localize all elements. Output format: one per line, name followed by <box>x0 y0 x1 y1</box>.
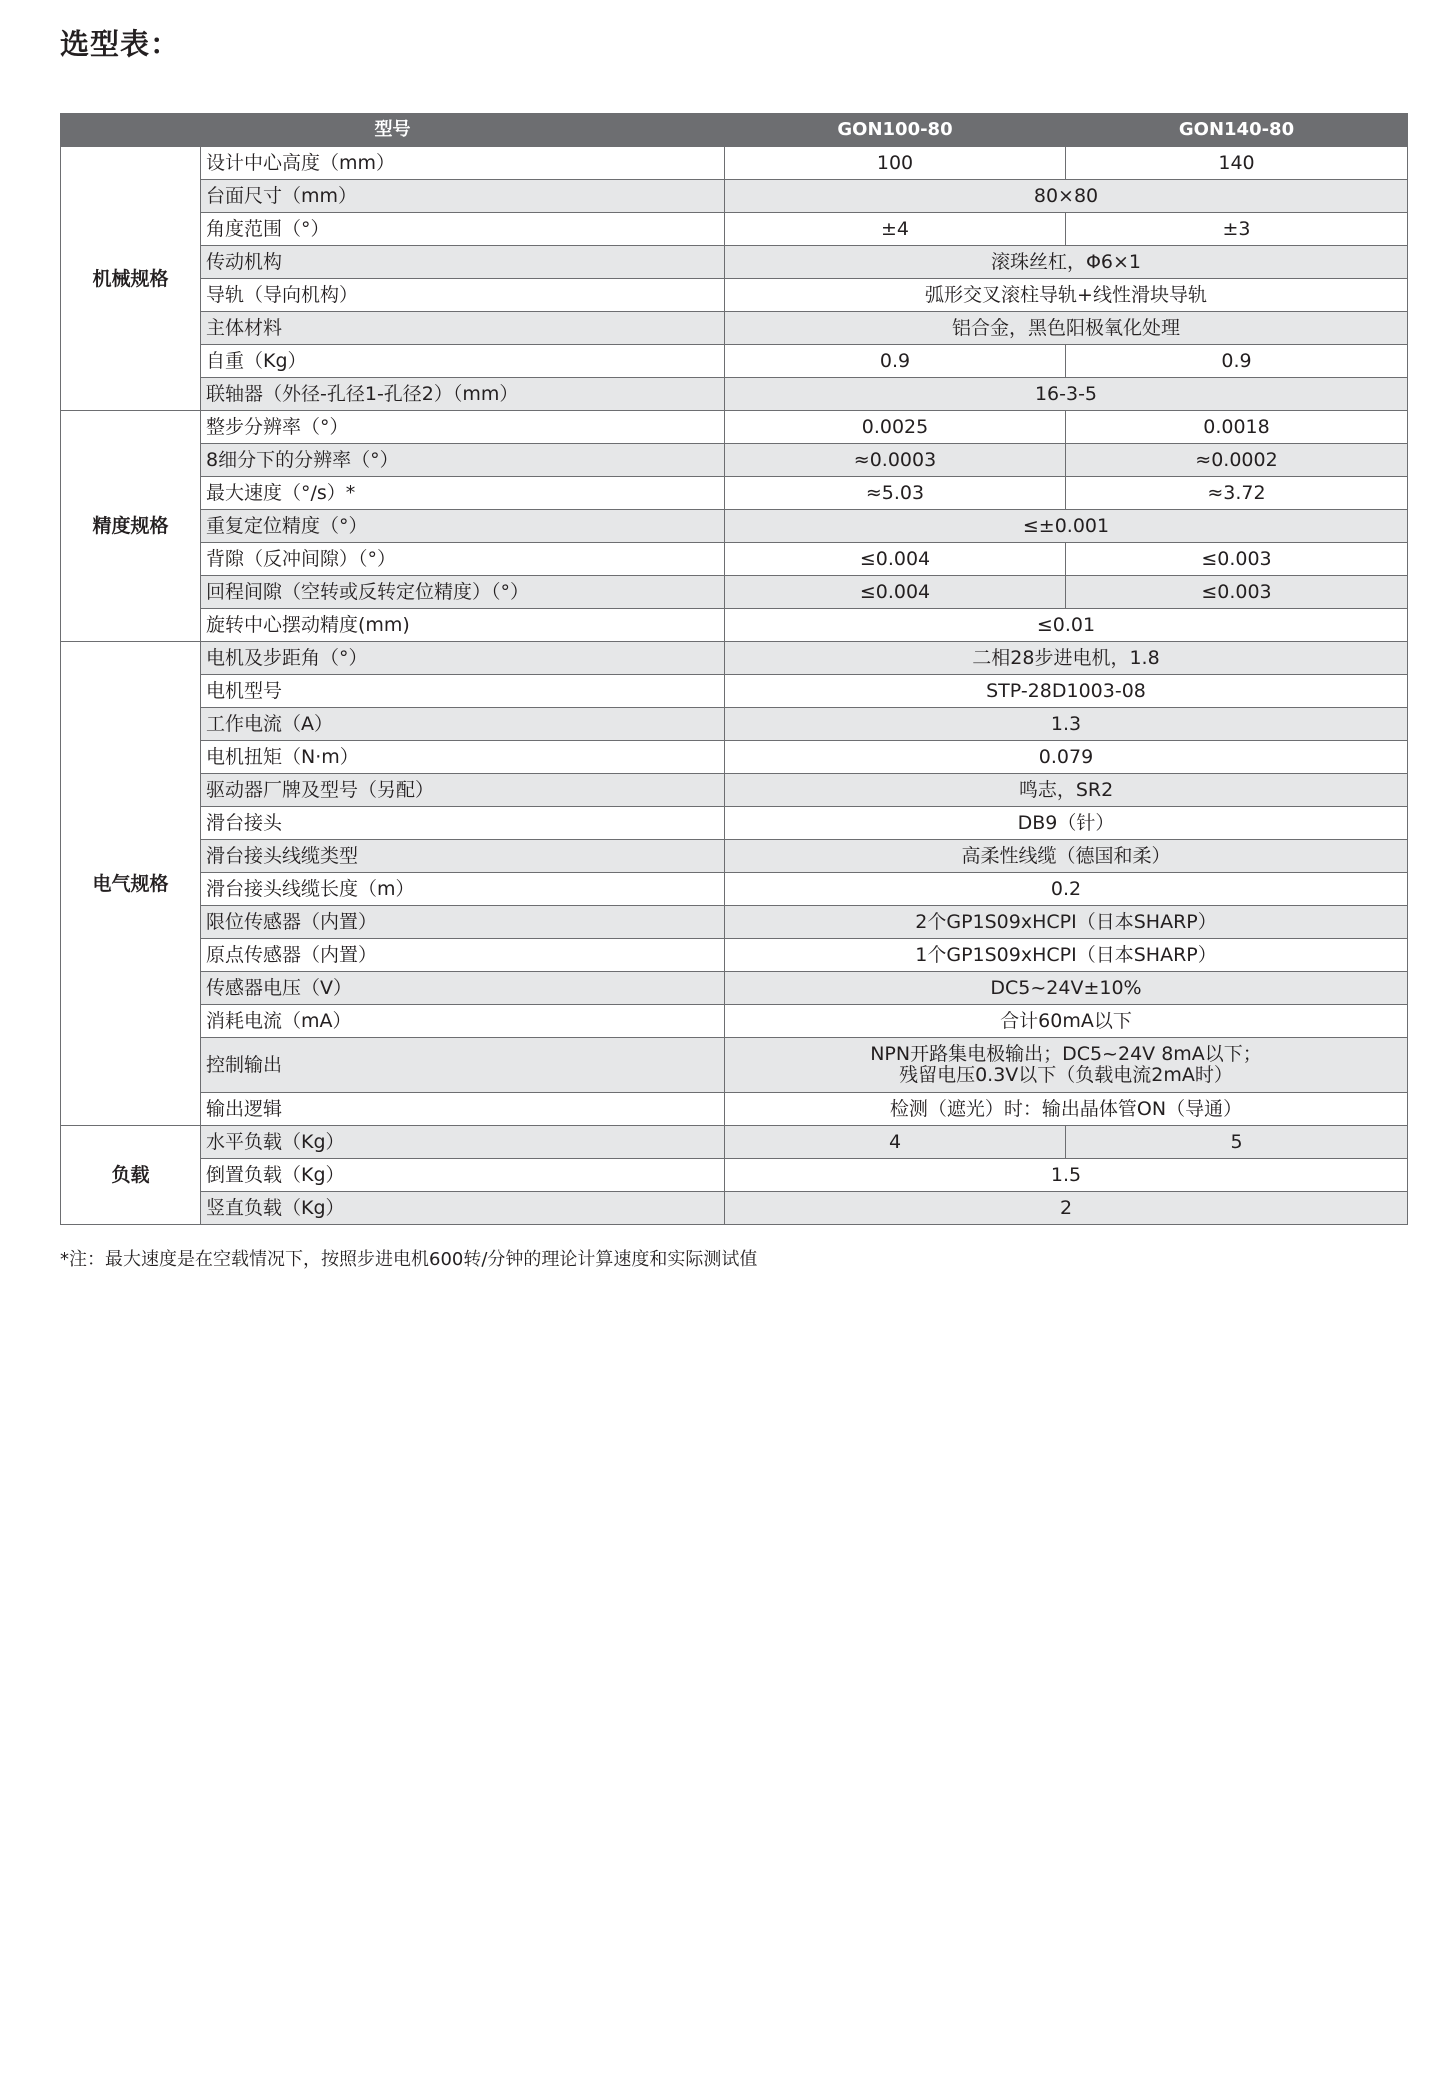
page-title: 选型表： <box>60 27 181 61</box>
value-model-1: ≈5.03 <box>725 477 1066 510</box>
table-row <box>61 1192 1408 1225</box>
table-row <box>61 1093 1408 1126</box>
value-shared: 0.2 <box>725 873 1408 906</box>
table-row <box>61 1005 1408 1038</box>
table-row <box>61 708 1408 741</box>
param-name: 滑台接头线缆类型 <box>201 840 725 873</box>
value-model-2: ≈3.72 <box>1066 477 1408 510</box>
param-name: 回程间隙（空转或反转定位精度）（°） <box>201 576 725 609</box>
table-row <box>61 774 1408 807</box>
param-name: 限位传感器（内置） <box>201 906 725 939</box>
value-shared: DB9（针） <box>725 807 1408 840</box>
value-model-2: 140 <box>1066 147 1408 180</box>
param-name: 旋转中心摆动精度(mm) <box>201 609 725 642</box>
value-shared: 弧形交叉滚柱导轨+线性滑块导轨 <box>725 279 1408 312</box>
param-name: 电机扭矩（N·m） <box>201 741 725 774</box>
value-model-1: 0.0025 <box>725 411 1066 444</box>
table-row <box>61 345 1408 378</box>
table-row <box>61 840 1408 873</box>
table-row <box>61 1159 1408 1192</box>
value-model-1: ≤0.004 <box>725 543 1066 576</box>
value-shared: 滚珠丝杠，Φ6×1 <box>725 246 1408 279</box>
table-row <box>61 510 1408 543</box>
param-name: 重复定位精度（°） <box>201 510 725 543</box>
table-row <box>61 246 1408 279</box>
value-shared: 16-3-5 <box>725 378 1408 411</box>
value-model-2: 0.9 <box>1066 345 1408 378</box>
value-shared: 鸣志，SR2 <box>725 774 1408 807</box>
param-name: 最大速度（°/s）* <box>201 477 725 510</box>
param-name: 原点传感器（内置） <box>201 939 725 972</box>
value-shared: 1.3 <box>725 708 1408 741</box>
value-shared: DC5~24V±10% <box>725 972 1408 1005</box>
param-name: 传感器电压（V） <box>201 972 725 1005</box>
table-row <box>61 609 1408 642</box>
group-label: 负载 <box>61 1126 201 1225</box>
param-name: 传动机构 <box>201 246 725 279</box>
param-name: 竖直负载（Kg） <box>201 1192 725 1225</box>
value-model-1: 4 <box>725 1126 1066 1159</box>
value-shared: 2 <box>725 1192 1408 1225</box>
value-shared: 80×80 <box>725 180 1408 213</box>
value-shared: STP-28D1003-08 <box>725 675 1408 708</box>
spec-table <box>60 113 1408 1225</box>
param-name: 联轴器（外径-孔径1-孔径2）（mm） <box>201 378 725 411</box>
value-model-1: ≈0.0003 <box>725 444 1066 477</box>
param-name: 消耗电流（mA） <box>201 1005 725 1038</box>
value-shared: 1.5 <box>725 1159 1408 1192</box>
table-row <box>61 279 1408 312</box>
value-model-1: 100 <box>725 147 1066 180</box>
param-name: 滑台接头线缆长度（m） <box>201 873 725 906</box>
table-row <box>61 675 1408 708</box>
param-name: 角度范围（°） <box>201 213 725 246</box>
table-row <box>61 213 1408 246</box>
value-shared: 1个GP1S09xHCPI（日本SHARP） <box>725 939 1408 972</box>
table-row <box>61 873 1408 906</box>
param-name: 电机型号 <box>201 675 725 708</box>
param-name: 导轨（导向机构） <box>201 279 725 312</box>
param-name: 自重（Kg） <box>201 345 725 378</box>
table-row <box>61 972 1408 1005</box>
param-name: 8细分下的分辨率（°） <box>201 444 725 477</box>
table-row <box>61 1126 1408 1159</box>
table-row <box>61 807 1408 840</box>
value-shared <box>725 1038 1408 1093</box>
param-name: 电机及步距角（°） <box>201 642 725 675</box>
param-name: 控制输出 <box>201 1038 725 1093</box>
table-row <box>61 378 1408 411</box>
value-shared: 二相28步进电机，1.8 <box>725 642 1408 675</box>
table-row <box>61 411 1408 444</box>
group-label: 精度规格 <box>61 411 201 642</box>
value-model-2: ≈0.0002 <box>1066 444 1408 477</box>
param-name: 主体材料 <box>201 312 725 345</box>
param-name: 工作电流（A） <box>201 708 725 741</box>
table-row <box>61 906 1408 939</box>
param-name: 水平负载（Kg） <box>201 1126 725 1159</box>
value-shared: 0.079 <box>725 741 1408 774</box>
value-model-2: ≤0.003 <box>1066 543 1408 576</box>
value-model-2: 5 <box>1066 1126 1408 1159</box>
value-shared: ≤±0.001 <box>725 510 1408 543</box>
param-name: 输出逻辑 <box>201 1093 725 1126</box>
value-model-1: 0.9 <box>725 345 1066 378</box>
value-shared: 2个GP1S09xHCPI（日本SHARP） <box>725 906 1408 939</box>
table-header-row <box>61 114 1408 147</box>
table-row <box>61 642 1408 675</box>
value-line: NPN开路集电极输出；DC5~24V 8mA以下； <box>870 1043 1262 1065</box>
group-label: 电气规格 <box>61 642 201 1126</box>
value-model-2: ±3 <box>1066 213 1408 246</box>
table-row <box>61 180 1408 213</box>
spec-table-body <box>61 147 1408 1225</box>
table-row <box>61 1038 1408 1093</box>
param-name: 倒置负载（Kg） <box>201 1159 725 1192</box>
value-shared: 高柔性线缆（德国和柔） <box>725 840 1408 873</box>
header-model-2: GON140-80 <box>1066 114 1408 147</box>
footnote: *注：最大速度是在空载情况下，按照步进电机600转/分钟的理论计算速度和实际测试值 <box>60 1249 758 1270</box>
param-name: 设计中心高度（mm） <box>201 147 725 180</box>
param-name: 整步分辨率（°） <box>201 411 725 444</box>
value-shared: 合计60mA以下 <box>725 1005 1408 1038</box>
value-model-1: ≤0.004 <box>725 576 1066 609</box>
table-row <box>61 444 1408 477</box>
value-shared: ≤0.01 <box>725 609 1408 642</box>
param-name: 背隙（反冲间隙）（°） <box>201 543 725 576</box>
value-shared: 检测（遮光）时：输出晶体管ON（导通） <box>725 1093 1408 1126</box>
table-row <box>61 147 1408 180</box>
value-line: 残留电压0.3V以下（负载电流2mA时） <box>899 1064 1233 1086</box>
header-model: 型号 <box>61 114 725 147</box>
param-name: 台面尺寸（mm） <box>201 180 725 213</box>
group-label: 机械规格 <box>61 147 201 411</box>
value-model-1: ±4 <box>725 213 1066 246</box>
table-row <box>61 312 1408 345</box>
table-row <box>61 939 1408 972</box>
param-name: 驱动器厂牌及型号（另配） <box>201 774 725 807</box>
table-row <box>61 543 1408 576</box>
value-model-2: 0.0018 <box>1066 411 1408 444</box>
value-model-2: ≤0.003 <box>1066 576 1408 609</box>
value-shared: 铝合金，黑色阳极氧化处理 <box>725 312 1408 345</box>
table-row <box>61 741 1408 774</box>
table-row <box>61 576 1408 609</box>
param-name: 滑台接头 <box>201 807 725 840</box>
table-row <box>61 477 1408 510</box>
header-model-1: GON100-80 <box>725 114 1066 147</box>
